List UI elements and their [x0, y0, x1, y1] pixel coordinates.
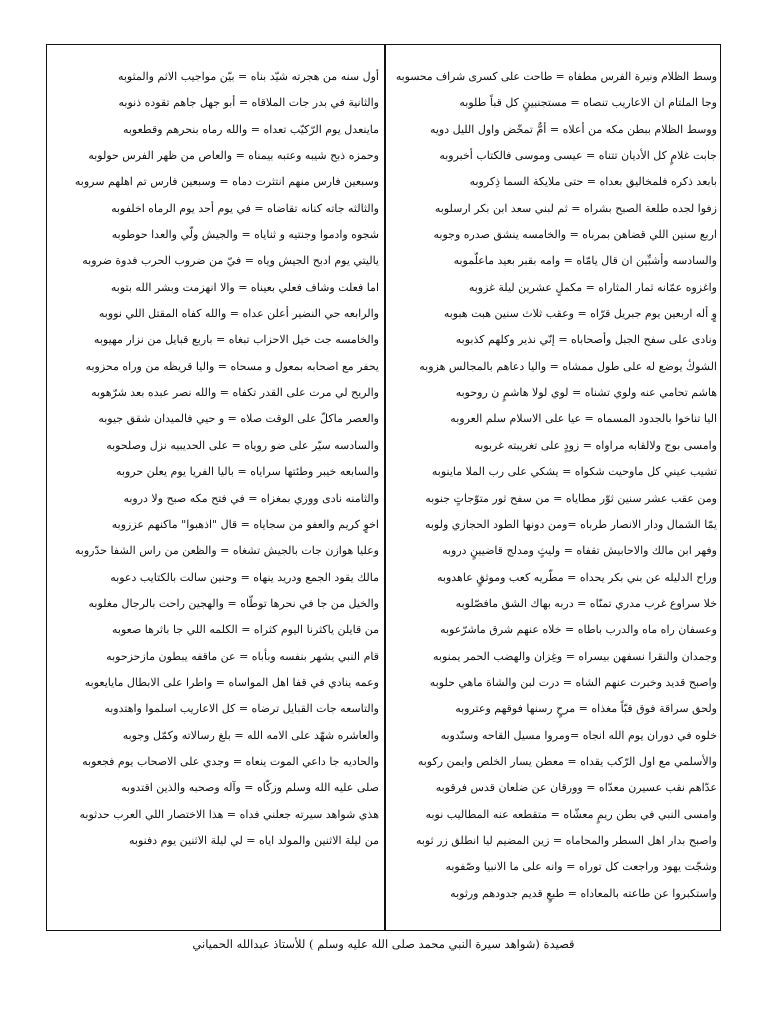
poem-verse: جابت غلامٍ كل الأديان تتناه = عيسى وموسى فالكتاب أخبروبه: [439, 149, 717, 163]
poem-verse: عدّاهم نقب عسيرن معدّاه = وورقان عن ضلعان قدس فرقوبه: [435, 781, 717, 795]
poem-verse: والتاسعه جات القبايل ترضاه = كل الاعاريب اسلموا واهتدوبه: [104, 702, 379, 716]
poem-verse: واصبح بدار اهل السطر والمحاماه = زين المضيم ليا انطلق زر ثوبه: [415, 833, 717, 847]
poem-verse: اربع سنين اللي قضاهن بمرباه = والخامسه ينشق صدره وجوبه: [433, 228, 717, 242]
poem-verse: ونادى على سفح الجبل وأصحاباه = إنّي نذير وكلهم كذبوبه: [455, 333, 717, 347]
poem-verse: والثامنه نادى ووري بمغزاه = في فتح مكه صبح ولا دروبه: [123, 491, 379, 505]
poem-verse: صلى عليه الله وسلم وزكّاه = وآله وصحبه والذين اقتدوبه: [121, 781, 379, 795]
poem-verse: والعاشره شهّد على الامه الله = بلغ رسالاته وكمّل وجوبه: [122, 728, 379, 742]
poem-verse: خلوه في دوران يوم الله انجاه =ومروا مسيل القاحه وسنّدوبه: [440, 728, 717, 742]
poem-verse: وجا الملتام ان الاعاريب تنصاه = مستجنبينٍ كل قباً طلوبه: [459, 96, 717, 110]
poem-verse: واصبح قديد وخبرت عنهم الشاه = درت لبن والشاة ماهي حلوبه: [429, 675, 717, 689]
poem-verse: أول سنه من هجرته شيّد بناه = بيّن مواجيب الاثم والمثوبه: [117, 70, 379, 83]
right-column: [390, 64, 717, 907]
poem-verse: والثانية في بدر جات الملاقاه = أبو جهل جاهم تقوده ذنوبه: [118, 96, 379, 110]
poem-verse: والعصر ماكلّ على الوقت صلاه = و حيي فالميدان شقق جيوبه: [98, 412, 379, 426]
poem-verse: اما فعلت وشاف فعلي بعيناه = والا انهزمت وبشر الله بتوبه: [110, 280, 379, 294]
poem-verse: يمّا الشمال ودار الانصار طرباه =ومن دونها الطود الحجازي ولوبه: [424, 517, 717, 531]
poem-verse: وفهر ابن مالك والاحابيش تقفاه = وليثٍ ومدلج قاضيينٍ دروبه: [442, 544, 717, 558]
poem-verse: والثالثه جاته كنانه تقاضاه = في يوم أحد يوم الرماه اخلفوبه: [111, 201, 379, 215]
poem-verse: وراح الدليله عن بني بكر يحداه = مطّريه كعب وموثقٍ عاهدوبه: [437, 570, 717, 584]
poem-verse: ومن عقب عشر سنين ثوّر مطاياه = من سفح ثور متوّجاتٍ جنوبه: [425, 491, 717, 505]
poem-verse: وسط الظلام ونيرة الفرس مطفاه = طاحت على كسرى شراف محسوبه: [395, 70, 717, 83]
poem-verse: واغزوه عمّانه ثمار المثاراه = مكملٍ عشرين ليلة غزوبه: [468, 280, 717, 294]
poem-verse: شجوه وادموا وجنتيه و ثناياه = والجيش ولّي والعدا حوطوبه: [111, 228, 379, 242]
left-column: [53, 64, 379, 854]
poem-verse: ووسط الظلام ببطن مكه من أعلاه = أمٌّ تمخّض واول الليل دويه: [429, 122, 717, 136]
poem-verse: واستكبروا عن طاعته بالمعاداه = طبعٍ قديم جدودهم ورثوبه: [450, 886, 717, 900]
poem-verse: اخوٍ كريم والعفو من سجاياه = قال "اذهبوا" ماكنهم عززوبه: [111, 517, 379, 531]
poem-verse: وامسى بوج ولالقابه مراواه = زودٍ على تغريبته غربوبه: [474, 438, 717, 452]
poem-verse: وحمزه ذبح شيبه وعتبه بيمناه = والعاص من ظهر الفرس حولوبه: [88, 149, 379, 163]
poem-verse: زفوا لجده طلعة الصبح بشراه = ثم لبني سعد ابن بكر ارسلوبه: [434, 201, 717, 215]
poem-verse: تشيب عيني كل ماوحيت شكواه = يشكي على رب الملا ماينوبه: [431, 465, 717, 479]
poem-verse: مالك يقود الجمع ودريد ينهاه = وحنين سالت بالكتايب دعوبه: [110, 570, 379, 584]
poem-verse: بابعد ذكره فلمخاليق بعداه = حتى ملايكة السما ذِكروبه: [469, 175, 717, 189]
poem-verse: وعليا هوازن جات بالجيش تشغاه = والظعن من راس الشفا حدّروبه: [74, 544, 379, 558]
poem-verse: وعمه ينادي في قفا اهل المواساه = واطرا على الابطال مايايعوبه: [84, 675, 379, 689]
column-divider: [384, 45, 386, 930]
poem-verse: اليا تناخوا بالجدود المسماه = عيا على الاسلام سلم العروبه: [450, 412, 717, 426]
poem-verse: قام النبي يشهر بنفسه وبأباه = عن ماقفه يبطون مازحزحوبه: [106, 649, 379, 663]
poem-verse: والحاديه جا داعي الموت ينعاه = وجدي على الاصحاب يوم فجعوبه: [82, 754, 379, 768]
poem-verse: الشوكٔ يوضع له على طول ممشاه = واليا دعاهم بالمجالس هزوبه: [419, 359, 717, 373]
poem-verse: يحفر مع اصحابه بمعول و مسحاه = واليا قريظه من وراه محزوبه: [85, 359, 379, 373]
poem-verse: والخامسه جت خيل الاحزاب تبغاه = باربع قبايل من نزار مهيوبه: [93, 333, 379, 347]
poem-frame: [46, 44, 721, 931]
poem-verse: والسادسه وأشبِّين ان قال يامّاه = وامه بقبر بعيد ماعلّموبه: [453, 254, 717, 268]
poem-verse: وشجّت يهود وراجعت كل توراه = وانه على ما الانبيا وصّفوبه: [445, 860, 717, 874]
poem-verse: خلا سراوع غرب مدري تمنّاه = دربه بهاك الشق مافصّلوبه: [455, 596, 717, 610]
poem-verse: هذي شواهد سيرته جعلني فداه = هذا الاختصار اللي العرب حدثوبه: [79, 807, 379, 821]
poem-verse: وامسى النبي في بطن ريمٍ معشّاه = متقطعه عنه المطاليب نوبه: [425, 807, 717, 821]
poem-verse: من ليلة الاثنين والمولد اياه = لي ليلة الاثنين يوم دفنوبه: [129, 833, 379, 847]
poem-verse: هاشم تحامي عنه ولوي تشناه = لوي لولا هاشمٍ ن روحوبه: [455, 386, 717, 400]
poem-verse: وجمدان والنقرا نسفهن بيسراه = وغِزان والهضب الحمر يمنوبه: [433, 649, 717, 663]
poem-verse: ياليتي يوم ادبح الجيش وياه = فيّ من ضروب الحرب فدوة ضروبه: [82, 254, 379, 268]
poem-caption: قصيدة (شواهد سيرة النبي محمد صلى الله عليه وسلم ) للأستاذ عبدالله الحمياني: [192, 937, 575, 951]
poem-verse: والأسلمي مع اول الرّكب يقداه = معطن يسار الخلص وايمن ركوبه: [417, 754, 717, 768]
poem-verse: والسادسه سيّر على ضو روياه = على الحديبيه نزل وصلحوبه: [106, 438, 379, 452]
poem-verse: وٍ أله اربعين يوم جبريل قرّاه = وعقب ثلاث سنين هبت هبوبه: [443, 307, 717, 321]
poem-verse: ولحق سراقة فوق قبّاً مغذاه = مرحٍ رسنها فوقهم وعتروبه: [455, 702, 717, 716]
poem-verse: والريح لي مرت على القدر تكفاه = والله نصر عبده بعد شرّهوبه: [91, 386, 379, 400]
poem-verse: والخيل من جا في نحرها توطّاه = والهجين راحت بالرجال مغلوبه: [88, 596, 379, 610]
poem-verse: من قايلن ياكثرنا اليوم كثراه = الكلمه اللي جا باثرها صعوبه: [112, 623, 379, 637]
poem-verse: وعسفان راه ماه والدرب باطاه = خلاه عنهم شرق ماشرّعوبه: [440, 623, 717, 637]
poem-verse: ماينعدل يوم الرّكيّب تعداه = والله رماه بنحرهم وقطعوبه: [122, 122, 379, 136]
poem-verse: والسابعه خيبر وطئتها سراياه = باليا الفريا يوم يعلن حروبه: [116, 465, 379, 479]
poem-verse: والرابعه حي النضير أعلن عداه = والله كفاه المقتل اللي نووبه: [98, 307, 379, 321]
poem-verse: وسبعين فارس منهم انتثرت دماه = وسبعين فارس تم اهلهم سروبه: [74, 175, 379, 189]
